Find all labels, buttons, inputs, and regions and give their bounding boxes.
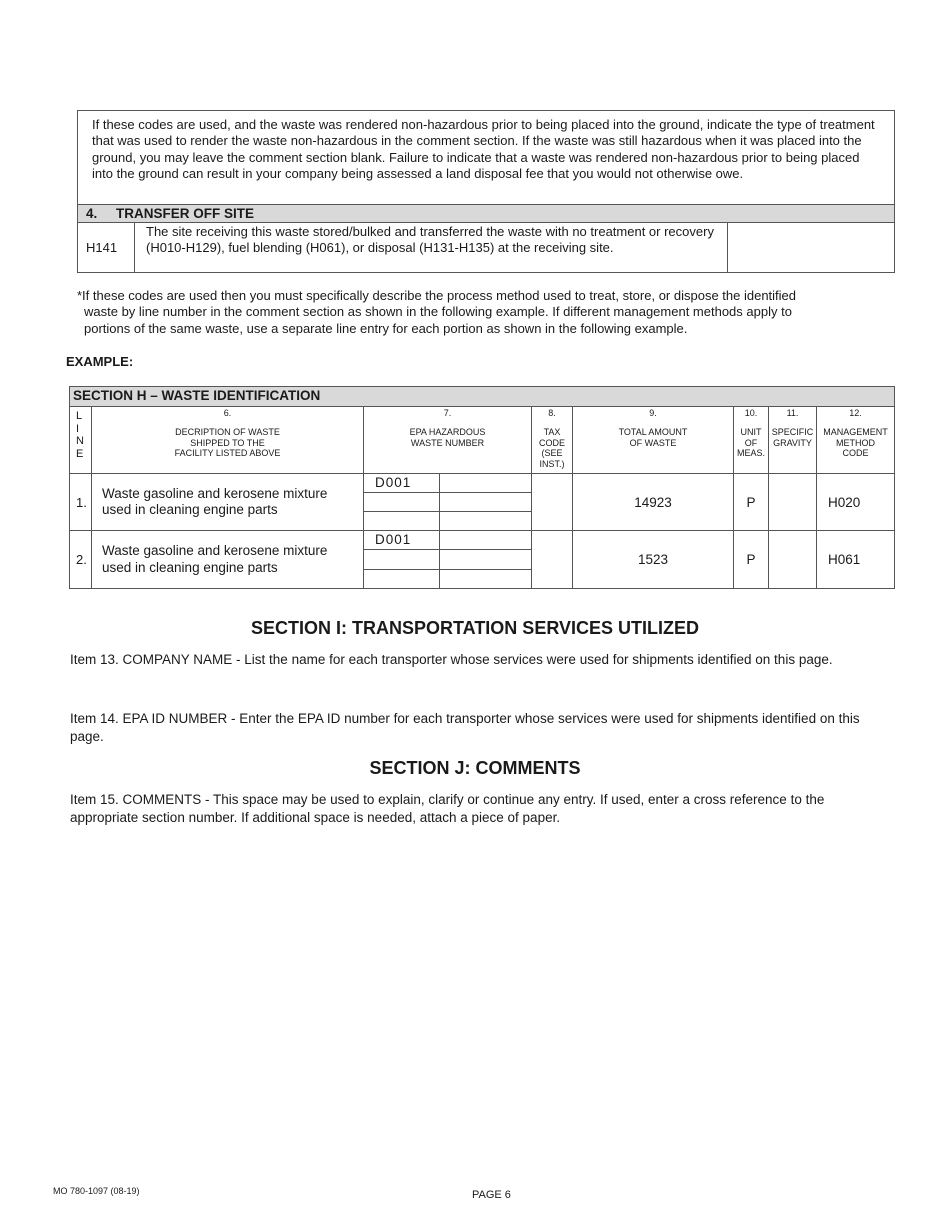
unit-of-measure: P: [734, 531, 769, 588]
specific-gravity: [769, 531, 817, 588]
column-label: INST.): [539, 458, 565, 469]
column-label: SPECIFIC: [771, 427, 814, 437]
column-label: EPA HAZARDOUS: [409, 427, 486, 437]
epa-number: D001: [364, 474, 440, 492]
column-header-management: [817, 407, 894, 473]
line-letter: N: [76, 435, 84, 447]
footnote: [77, 288, 867, 337]
transfer-number: 4.: [86, 206, 98, 222]
line-column-header: [70, 407, 92, 473]
waste-description-line: Waste gasoline and kerosene mixture: [102, 543, 328, 558]
line-letter: E: [76, 447, 84, 460]
column-header-total-amount: [573, 407, 734, 473]
column-label: CODE: [842, 448, 869, 458]
epa-number: D001: [364, 531, 440, 549]
waste-description-line: used in cleaning engine parts: [102, 502, 278, 517]
epa-number-cell: [364, 531, 532, 588]
column-label: SHIPPED TO THE: [190, 437, 265, 448]
management-code: H020: [828, 494, 861, 510]
column-label: OF WASTE: [629, 437, 677, 448]
column-number: 9.: [649, 408, 657, 418]
specific-gravity: [769, 474, 817, 530]
column-label: DECRIPTION OF WASTE: [175, 427, 280, 437]
column-number: 7.: [443, 408, 452, 418]
tax-code: [532, 474, 573, 530]
footnote-line: *If these codes are used then you must specifically describe the process method used to treat, store, or dispose the identified: [77, 288, 797, 303]
column-label: OF: [744, 437, 758, 448]
waste-description: [92, 531, 364, 588]
total-amount: 14923: [573, 474, 734, 530]
column-header-unit: [734, 407, 769, 473]
section-h-table: [69, 386, 895, 589]
footnote-line: waste by line number in the comment section as shown in the following example. If different management methods apply to: [84, 304, 792, 320]
column-label: METHOD: [836, 437, 875, 448]
column-header-gravity: [769, 407, 817, 473]
column-label: UNIT: [740, 427, 762, 437]
section-h-title: SECTION H – WASTE IDENTIFICATION: [70, 387, 894, 407]
tax-code: [532, 531, 573, 588]
waste-description-line: Waste gasoline and kerosene mixture: [102, 485, 328, 501]
example-label: EXAMPLE:: [66, 354, 134, 369]
table-row: [70, 531, 894, 588]
column-label: MANAGEMENT: [823, 427, 888, 437]
transfer-description: The site receiving this waste stored/bulked and transferred the waste with no treatment or recovery (H010-H129), fuel blending (H061), or disposal (H131-H135) at the receiving site.: [135, 223, 728, 272]
footnote-line: portions of the same waste, use a separate line entry for each portion as shown in the following example.: [84, 320, 688, 336]
line-number: 2.: [70, 531, 92, 588]
transfer-title: TRANSFER OFF SITE: [116, 206, 254, 222]
column-number: 10.: [744, 408, 758, 418]
transfer-box: [77, 110, 895, 273]
line-letter: I: [76, 422, 80, 435]
page-number: PAGE 6: [472, 1189, 511, 1201]
form-id: MO 780-1097 (08-19): [53, 1186, 140, 1196]
column-number: 8.: [548, 408, 556, 418]
column-label: TOTAL AMOUNT: [618, 427, 688, 437]
section-i-title: SECTION I: TRANSPORTATION SERVICES UTILIZED: [250, 618, 700, 638]
table-header-row: [70, 407, 894, 474]
waste-description: [92, 474, 364, 530]
column-label: MEAS.: [736, 448, 765, 458]
column-header-description: [92, 407, 364, 473]
management-code: H061: [828, 552, 861, 567]
column-label: CODE: [538, 437, 565, 448]
waste-description-line: used in cleaning engine parts: [102, 559, 278, 575]
column-number: 6.: [223, 408, 232, 418]
unit-of-measure: P: [734, 474, 769, 530]
epa-number-cell: [364, 474, 532, 530]
item-14-text: Item 14. EPA ID NUMBER - Enter the EPA ID number for each transporter whose services were used for shipments identified on this page.: [70, 711, 860, 744]
line-number: 1.: [70, 474, 92, 530]
notice-text: If these codes are used, and the waste was rendered non-hazardous prior to being placed into the ground, indicate the type of treatment that was used to render the waste non-hazardous in the comment section. If the waste was still hazardous when it was placed into the ground, you may leave the comment section blank. Failure to indicate that a waste was rendered non-hazardous prior to being placed into the ground can result in your company being assessed a land disposal fee that you would not otherwise owe.: [92, 117, 875, 181]
transfer-header: [78, 204, 894, 223]
line-letter: L: [76, 410, 83, 422]
column-header-tax-code: [532, 407, 573, 473]
item-15-text: Item 15. COMMENTS - This space may be used to explain, clarify or continue any entry. If used, enter a cross reference to the appropriate section number. If additional space is needed, attach a piece of paper.: [70, 792, 825, 825]
column-number: 12.: [849, 408, 862, 418]
transfer-code: H141: [78, 223, 135, 272]
column-label: TAX: [543, 427, 561, 437]
column-label: WASTE NUMBER: [410, 437, 485, 448]
column-number: 11.: [786, 408, 799, 418]
table-row: [70, 474, 894, 531]
column-label: FACILITY LISTED ABOVE: [174, 448, 281, 458]
transfer-blank-cell: [728, 223, 894, 272]
item-13-text: Item 13. COMPANY NAME - List the name for each transporter whose services were used for shipments identified on this page.: [70, 652, 833, 667]
transfer-row: [78, 223, 894, 272]
column-label: GRAVITY: [773, 437, 812, 448]
column-header-epa-number: [364, 407, 532, 473]
column-label: (SEE: [541, 448, 563, 458]
total-amount: 1523: [573, 531, 734, 588]
section-j-title: SECTION J: COMMENTS: [369, 758, 581, 778]
